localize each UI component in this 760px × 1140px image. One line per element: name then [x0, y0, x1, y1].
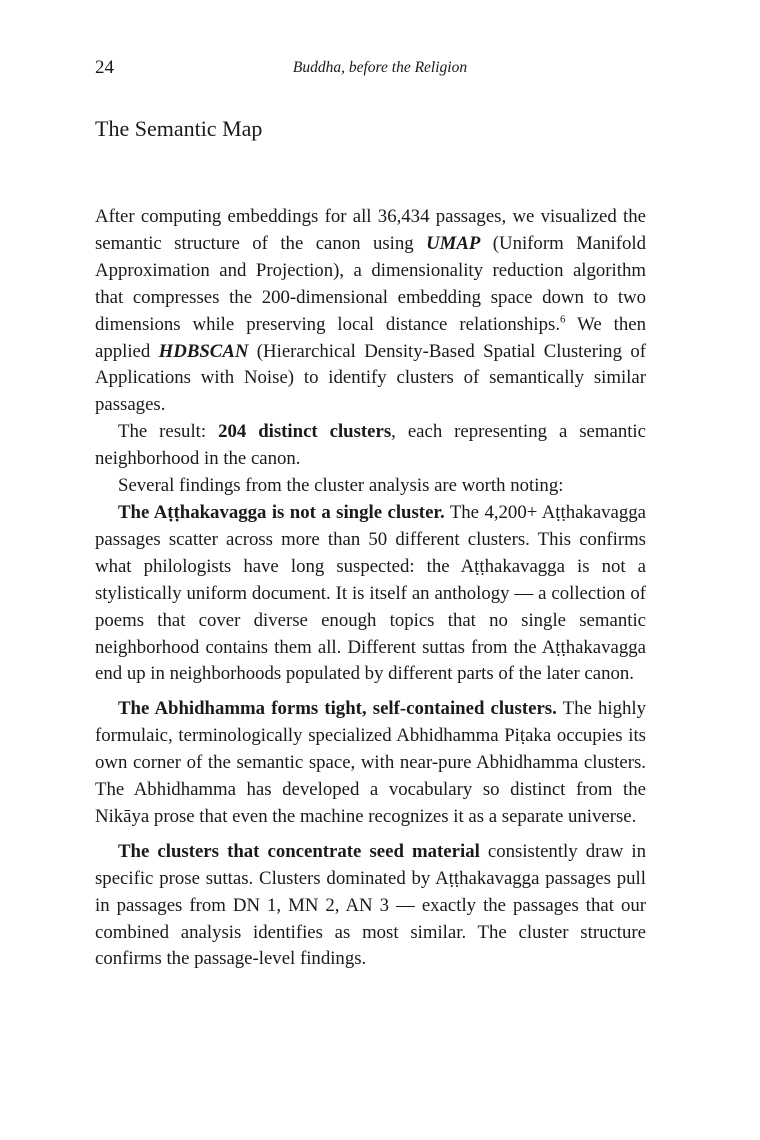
- paragraph-seed-clusters: [95, 839, 646, 974]
- running-head: Buddha, before the Religion: [292, 59, 468, 76]
- paragraph-umap: [95, 204, 646, 419]
- footnote-marker: 6: [560, 313, 566, 326]
- paragraph-findings-intro: Several findings from the cluster analysis are worth noting:: [118, 475, 564, 497]
- paragraph-text: After computing embeddings for all 36,434 passages, we visualized the semantic structure of the canon using: [95, 206, 646, 254]
- finding-lead: The clusters that concentrate seed material: [118, 840, 480, 862]
- paragraph-result: [95, 419, 646, 473]
- paragraph-text: consistently draw in specific prose suttas. Clusters dominated by Aṭṭhakavagga passages pull in passages from DN 1, MN 2, AN 3 — exactly the passages that our combined analysis identifies as most similar. The cluster structure confirms the passage-level findings.: [95, 840, 647, 970]
- paragraph-abhidhamma: [95, 696, 646, 831]
- paragraph-text: The highly formulaic, terminologically specialized Abhidhamma Piṭaka occupies its own corner of the semantic space, with near-pure Abhidhamma clusters. The Abhidhamma has developed a vocabulary so distinct from the Nikāya prose that even the machine recognizes it as a separate universe.: [95, 698, 647, 827]
- finding-lead: The Aṭṭhakavagga is not a single cluster.: [118, 501, 445, 523]
- umap-term: UMAP: [426, 232, 481, 254]
- paragraph-atthakavagga: [95, 500, 646, 688]
- body-text: [95, 204, 646, 973]
- paragraph-text: , each representing a semantic neighborhood in the canon.: [95, 421, 646, 470]
- section-title: The Semantic Map: [95, 116, 263, 141]
- paragraph-text: The result:: [118, 421, 219, 443]
- paragraph-text: We then applied: [95, 313, 646, 362]
- finding-lead: The Abhidhamma forms tight, self-contained clusters.: [118, 698, 557, 720]
- page-number: 24: [95, 57, 114, 78]
- hdbscan-term: HDBSCAN: [158, 340, 249, 362]
- cluster-count: 204 distinct clusters: [218, 421, 392, 443]
- paragraph-text: The 4,200+ Aṭṭhakavagga passages scatter across more than 50 different clusters. This confirms what philologists have long suspected: the Aṭṭhakavagga is not a stylistically uniform document. It is itself an anthology — a collection of poems that cover diverse enough topics that no single semantic neighborhood contains them all. Different suttas from the Aṭṭhakavagga end up in neighborhoods populated by different parts of the later canon.: [95, 501, 646, 685]
- paragraph-text: (Uniform Manifold Approximation and Projection), a dimensionality reduction algorithm that compresses the 200-dimensional embedding space down to two dimensions while preserving local distance relationships.: [95, 232, 646, 335]
- paragraph-text: (Hierarchical Density-Based Spatial Clustering of Applications with Noise) to identify clusters of semantically similar passages.: [95, 340, 646, 416]
